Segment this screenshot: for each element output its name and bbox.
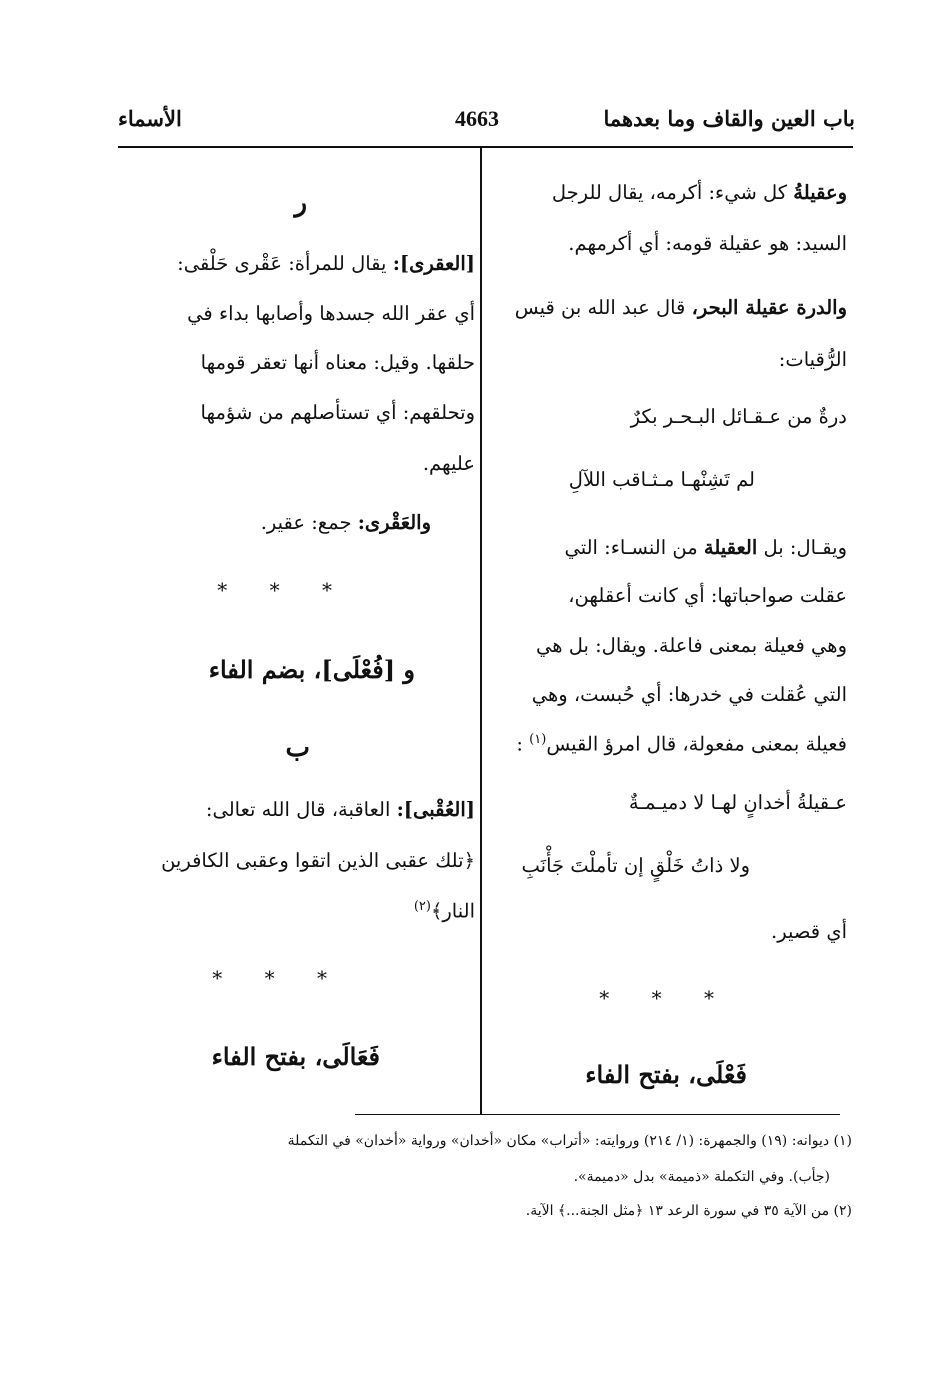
entry-line: الرُّقيات: — [778, 348, 847, 371]
section-heading: فَعْلَى، بفتح الفاء — [585, 1060, 747, 1089]
entry-line: فعيلة بمعنى مفعولة، قال امرؤ القيس$^{(١)}$ : — [516, 732, 847, 756]
verse-line: ولا ذاتُ خَلْقٍ إن تأملْتَ جَأْنَبِ — [521, 854, 750, 877]
verse-line: عـقيلةُ أخدانٍ لهـا لا دميـمـةٌ — [628, 791, 847, 814]
entry-line: عليهم. — [422, 452, 475, 475]
verse-line: درةٌ من عـقـائل البـحـر بكرٌ — [630, 405, 847, 428]
footnote-ref: (٢) — [413, 899, 431, 914]
page-number: 4663 — [455, 106, 499, 131]
footnote: (جأب). وفي التكملة «ذميمة» بدل «دميمة». — [573, 1169, 830, 1185]
section-separator: * * * — [217, 578, 350, 602]
running-header-left: الأسماء — [118, 106, 182, 131]
running-header-right: باب العين والقاف وما بعدهما — [603, 106, 855, 131]
section-separator: * * * — [599, 986, 732, 1010]
entry-line: السيد: هو عقيلة قومه: أي أكرمهم. — [568, 232, 847, 255]
entry-line: حلقها. وقيل: معناه أنها تعقر قومها — [200, 351, 475, 374]
entry-line: عقلت صواحباتها: أي كانت أعقلهن، — [568, 584, 847, 607]
entry-line: [العُقْبى]: العاقبة، قال الله تعالى: — [205, 798, 475, 821]
letter-heading: ر — [294, 188, 307, 218]
column-divider — [480, 147, 482, 1115]
verse-line: لم تَشِنْهـا مـثـاقب اللآلِ — [568, 468, 755, 491]
entry-line: وهي فعيلة بمعنى فاعلة. ويقال: بل هي — [535, 634, 847, 657]
section-heading: و [فُعْلَى]، بضم الفاء — [208, 655, 415, 684]
section-separator: * * * — [212, 966, 345, 990]
footnote: (١) ديوانه: (١٩) والجمهرة: (١/ ٢١٤) وروايته: «أتراب» مكان «أخدان» ورواية «أخدان» في التكملة — [287, 1133, 852, 1149]
left-column — [110, 0, 475, 1110]
section-heading: فَعَالَى، بفتح الفاء — [211, 1042, 380, 1071]
entry-line: أي قصير. — [771, 920, 847, 943]
letter-heading: ب — [285, 733, 310, 763]
right-column — [495, 0, 847, 1110]
entry-line: أي عقر الله جسدها وأصابها بداء في — [187, 302, 475, 325]
entry-line: ﴿تلك عقبى الذين اتقوا وعقبى الكافرين — [161, 849, 475, 872]
entry-line: ويقـال: بل العقيلة من النسـاء: التي — [564, 536, 847, 559]
entry-line: وتحلقهم: أي تستأصلهم من شؤمها — [200, 401, 475, 424]
entry-line: النار﴾$^{(٢)}$ — [413, 899, 475, 923]
entry-line: والدرة عقيلة البحر، قال عبد الله بن قيس — [514, 296, 847, 319]
footnote-rule — [355, 1114, 840, 1115]
entry-line: والعَقْرى: جمع: عقير. — [260, 511, 431, 534]
footnote: (٢) من الآية ٣٥ في سورة الرعد ١٣ ﴿مثل الجنة...﴾ الآية. — [525, 1203, 852, 1219]
entry-line: وعقيلةُ كل شيء: أكرمه، يقال للرجل — [551, 181, 847, 204]
footnote-ref: (١) — [529, 732, 547, 747]
entry-line: التي عُقلت في خدرها: أي حُبست، وهي — [531, 683, 847, 706]
entry-line: [العقرى]: يقال للمرأة: عَقْرى حَلْقى: — [177, 252, 475, 275]
